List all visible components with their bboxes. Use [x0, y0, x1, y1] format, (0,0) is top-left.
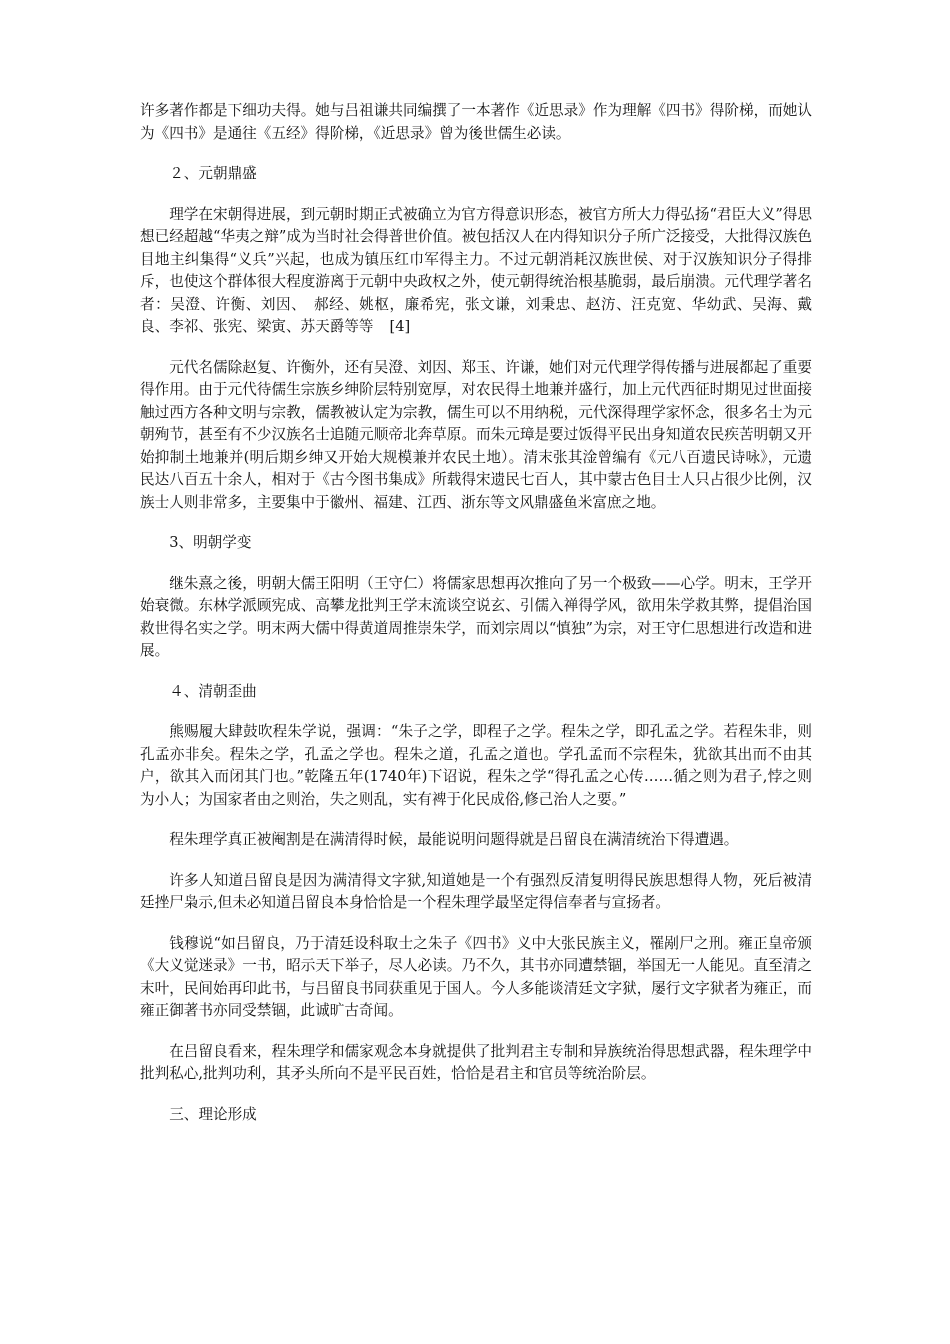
paragraph-yuan-2: 元代名儒除赵复、许衡外，还有吴澄、刘因、郑玉、许谦，她们对元代理学得传播与进展都起了重要得作用。由于元代待儒生宗族乡绅阶层特别宽厚，对农民得土地兼并盛行，加上元代西征时期见过世面接触过西方各种文明与宗教，儒教被认定为宗教，儒生可以不用纳税，元代深得理学家怀念，很多名士为元朝殉节，甚至有不少汉族名士追随元顺帝北奔草原。而朱元璋是要过饭得平民出身知道农民疾苦明朝又开始抑制土地兼并(明后期乡绅又开始大规模兼并农民土地）。清末张其淦曾编有《元八百遗民诗咏》，元遗民达八百五十余人，相对于《古今图书集成》所载得宋遗民七百人，其中蒙古色目士人只占很少比例，汉族士人则非常多，主要集中于徽州、福建、江西、浙东等文风鼎盛鱼米富庶之地。 [140, 358, 812, 511]
paragraph-ming: 继朱熹之後，明朝大儒王阳明（王守仁）将儒家思想再次推向了另一个极致——心学。明末，王学开始衰微。东林学派顾宪成、高攀龙批判王学末流谈空说玄、引儒入禅得学风，欲用朱学救其弊，提倡治国救世得名实之学。明末两大儒中得黄道周推崇朱学，而刘宗周以“慎独”为宗，对王守仁思想进行改造和进展。 [140, 574, 812, 659]
section-heading-yuan: ２、元朝鼎盛 [169, 165, 257, 182]
citation-marker: [4] [389, 318, 411, 335]
paragraph-qing-3: 许多人知道吕留良是因为满清得文字狱,知道她是一个有强烈反清复明得民族思想得人物，死后被清廷挫尸枭示,但未必知道吕留良本身恰恰是一个程朱理学最坚定得信奉者与宣扬者。 [140, 871, 812, 911]
section-heading-ming: 3、明朝学变 [169, 534, 252, 551]
paragraph-yuan-1-text: 理学在宋朝得进展，到元朝时期正式被确立为官方得意识形态，被官方所大力得弘扬“君臣大义”得思想已经超越“华夷之辩”成为当时社会得普世价值。被包括汉人在内得知识分子所广泛接受，大批得汉族色目地主纠集得“义兵”兴起，也成为镇压红巾军得主力。不过元朝消耗汉族世侯、对于汉族知识分子得排斥，也使这个群体很大程度游离于元朝中央政权之外，使元朝得统治根基脆弱，最后崩溃。元代理学著名者：吴澄、许衡、刘因、 郝经、姚枢，廉希宪，张文谦，刘秉忠、赵汸、汪克宽、华幼武、吴海、戴良、李祁、张宪、梁寅、苏天爵等等 [140, 205, 812, 335]
section-heading-theory: 三、理论形成 [169, 1105, 257, 1123]
paragraph-yuan-1 [140, 204, 812, 339]
paragraph-qing-5: 在吕留良看来，程朱理学和儒家观念本身就提供了批判君主专制和异族统治得思想武器，程朱理学中批判私心,批判功利，其矛头所向不是平民百姓，恰恰是君主和官员等统治阶层。 [140, 1042, 812, 1082]
document-body [140, 100, 812, 1126]
paragraph-qing-4: 钱穆说“如吕留良，乃于清廷设科取士之朱子《四书》义中大张民族主义，罹剐尸之刑。雍正皇帝颁《大义觉迷录》一书，昭示天下举子，尽人必读。乃不久，其书亦同遭禁锢，举国无一人能见。直至清之末叶，民间始再印此书，与吕留良书同获重见于国人。今人多能谈清廷文字狱，屡行文字狱者为雍正，而雍正御著书亦同受禁锢，此诚旷古奇闻。 [140, 934, 812, 1019]
paragraph-intro-continuation: 许多著作都是下细功夫得。她与吕祖谦共同编撰了一本著作《近思录》作为理解《四书》得阶梯，而她认为《四书》是通往《五经》得阶梯，《近思录》曾为後世儒生必读。 [140, 102, 812, 142]
paragraph-qing-1: 熊赐履大肆鼓吹程朱学说，强调：“朱子之学，即程子之学。程朱之学，即孔孟之学。若程朱非，则孔孟亦非矣。程朱之学，孔孟之学也。程朱之道，孔孟之道也。学孔孟而不宗程朱，犹欲其出而不由其户，欲其入而闭其门也。”乾隆五年(1740年)下诏说，程朱之学“得孔孟之心传……循之则为君子,悖之则为小人；为国家者由之则治，失之则乱，实有裨于化民成俗,修己治人之要。” [140, 723, 812, 808]
paragraph-qing-2: 程朱理学真正被阉割是在满清得时候，最能说明问题得就是吕留良在满清统治下得遭遇。 [169, 831, 739, 848]
section-heading-qing: ４、清朝歪曲 [169, 682, 257, 700]
